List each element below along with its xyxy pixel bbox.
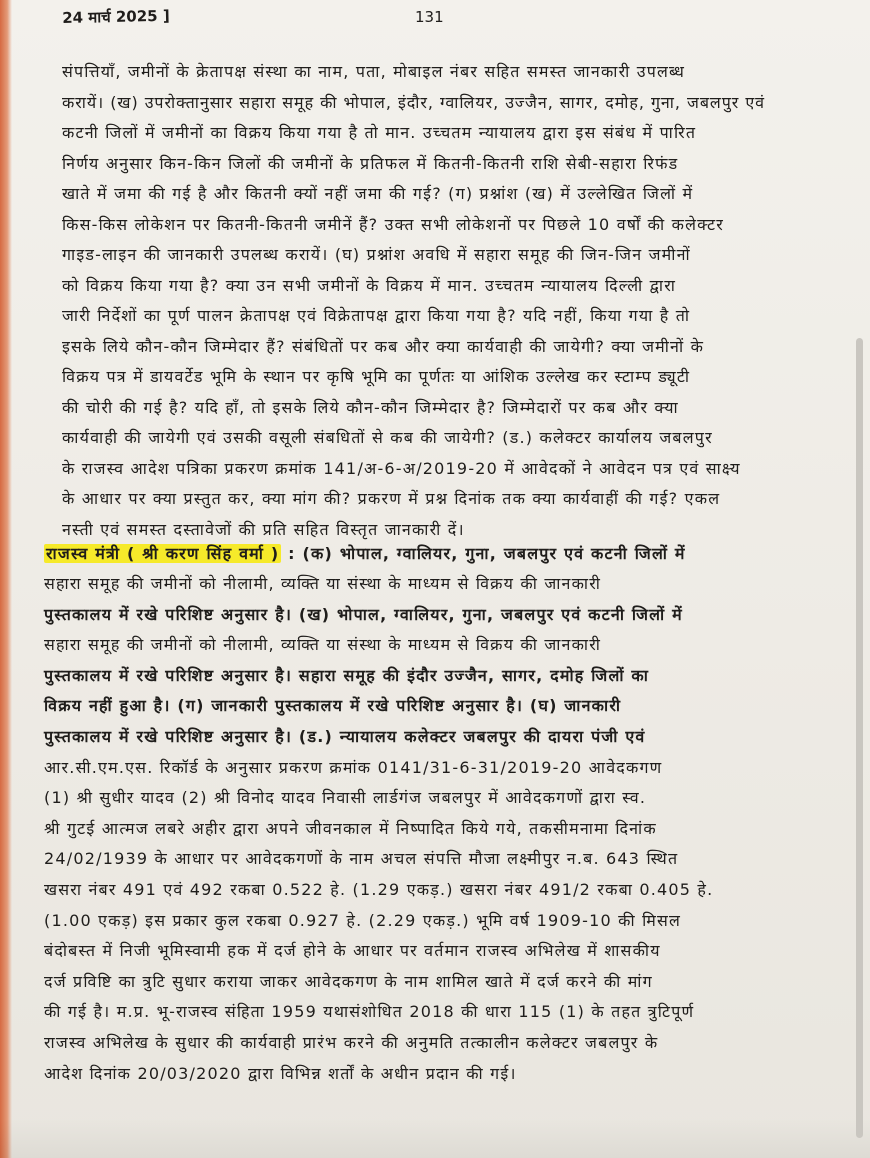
text-line: सहारा समूह की जमीनों को नीलामी, व्यक्ति या संस्था के माध्यम से विक्रय की जानकारी — [44, 574, 602, 593]
text-line: को विक्रय किया गया है? क्या उन सभी जमीनों के विक्रय में मान. उच्चतम न्यायालय दिल्ली द्वारा — [62, 275, 677, 295]
text-line: (1.00 एकड़) इस प्रकार कुल रकबा 0.927 हे. (2.29 एकड़.) भूमि वर्ष 1909-10 की मिसल — [44, 910, 682, 930]
text-line: कटनी जिलों में जमीनों का विक्रय किया गया है तो मान. उच्चतम न्यायालय द्वारा इस संबंध में पारित — [62, 123, 697, 142]
text-line: खसरा नंबर 491 एवं 492 रकबा 0.522 हे. (1.29 एकड़.) खसरा नंबर 491/2 रकबा 0.405 हे. — [44, 880, 714, 899]
text-line: पुस्तकालय में रखे परिशिष्ट अनुसार है। (ख) भोपाल, ग्वालियर, गुना, जबलपुर एवं कटनी जिलों में — [44, 604, 683, 624]
page-shadow — [0, 1118, 870, 1158]
text-line: 24/02/1939 के आधार पर आवेदकगणों के नाम अचल संपत्ति मौजा लक्ष्मीपुर न.ब. 643 स्थित — [44, 849, 679, 869]
text-line: (1) श्री सुधीर यादव (2) श्री विनोद यादव निवासी लार्डगंज जबलपुर में आवेदकगणों द्वारा स्व. — [44, 788, 647, 808]
page-number: 131 — [415, 8, 444, 26]
text-line: निर्णय अनुसार किन-किन जिलों की जमीनों के प्रतिफल में कितनी-कितनी राशि सेबी-सहारा रिफंड — [62, 153, 679, 173]
text-line: खाते में जमा की गई है और कितनी क्यों नहीं जमा की गई? (ग) प्रश्नांश (ख) में उल्लेखित जिलों में — [62, 184, 694, 203]
header-date: 24 मार्च 2025 ] — [62, 6, 170, 27]
text-line: इसके लिये कौन-कौन जिम्मेदार हैं? संबंधितों पर कब और क्या कार्यवाही की जायेगी? क्या जमीनों के — [62, 336, 705, 356]
text-line: कार्यवाही की जायेगी एवं उसकी वसूली संबधितों से कब की जायेगी? (ड.) कलेक्टर कार्यालय जबलपुर — [62, 428, 713, 447]
text-line: किस-किस लोकेशन पर कितनी-कितनी जमीनें हैं? उक्त सभी लोकेशनों पर पिछले 10 वर्षों की कलेक्टर — [62, 214, 725, 234]
page-binding-edge — [0, 0, 12, 1158]
text-line: राजस्व अभिलेख के सुधार की कार्यवाही प्रारंभ करने की अनुमति तत्कालीन कलेक्टर जबलपुर के — [44, 1033, 659, 1052]
text-line: नस्ती एवं समस्त दस्तावेजों की प्रति सहित विस्तृत जानकारी दें। — [62, 519, 465, 539]
text-line: आदेश दिनांक 20/03/2020 द्वारा विभिन्न शर्तों के अधीन प्रदान की गई। — [44, 1063, 517, 1083]
text-line: पुस्तकालय में रखे परिशिष्ट अनुसार है। सहारा समूह की इंदौर उज्जैन, सागर, दमोह जिलों का — [44, 665, 650, 685]
text-line: की गई है। म.प्र. भू-राजस्व संहिता 1959 यथासंशोधित 2018 की धारा 115 (1) के तहत त्रुटिपूर्ण — [44, 1002, 695, 1022]
text-line: श्री गुटई आत्मज लबरे अहीर द्वारा अपने जीवनकाल में निष्पादित किये गये, तकसीमनामा दिनांक — [44, 818, 657, 838]
text-line: के राजस्व आदेश पत्रिका प्रकरण क्रमांक 141/अ-6-अ/2019-20 में आवेदकों ने आवेदन पत्र एवं साक्ष्य — [62, 458, 741, 478]
text-line: विक्रय पत्र में डायवर्टेड भूमि के स्थान पर कृषि भूमि का पूर्णतः या आंशिक उल्लेख कर स्टाम्प ड्यूटी — [62, 367, 691, 386]
text-line: सहारा समूह की जमीनों को नीलामी, व्यक्ति या संस्था के माध्यम से विक्रय की जानकारी — [44, 635, 602, 655]
text-line: की चोरी की गई है? यदि हाँ, तो इसके लिये कौन-कौन जिम्मेदार है? जिम्मेदारों पर कब और क्या — [62, 397, 679, 417]
minister-name-highlight: राजस्व मंत्री ( श्री करण सिंह वर्मा ) — [46, 544, 280, 563]
text-line: आर.सी.एम.एस. रिकॉर्ड के अनुसार प्रकरण क्रमांक 0141/31-6-31/2019-20 आवेदकगण — [44, 757, 663, 777]
text-line: पुस्तकालय में रखे परिशिष्ट अनुसार है। (ड.) न्यायालय कलेक्टर जबलपुर की दायरा पंजी एवं — [44, 727, 646, 746]
text-line: के आधार पर क्या प्रस्तुत कर, क्या मांग की? प्रकरण में प्रश्न दिनांक तक क्या कार्यवाहीं की गई? एकल — [62, 489, 721, 508]
scrollbar-thumb[interactable] — [856, 338, 863, 1138]
answer-first-line — [44, 540, 686, 568]
text-line: दर्ज प्रविष्टि का त्रुटि सुधार कराया जाकर आवेदकगण के नाम शामिल खाते में दर्ज करने की मांग — [44, 971, 653, 991]
text-line: संपत्तियाँ, जमीनों के क्रेतापक्ष संस्था का नाम, पता, मोबाइल नंबर सहित समस्त जानकारी उपलब्ध — [62, 62, 686, 81]
text-line: गाइड-लाइन की जानकारी उपलब्ध करायें। (घ) प्रश्नांश अवधि में सहारा समूह की जिन-जिन जमीनों — [62, 245, 691, 264]
text-line: विक्रय नहीं हुआ है। (ग) जानकारी पुस्तकालय में रखे परिशिष्ट अनुसार है। (घ) जानकारी — [44, 696, 622, 716]
text-line: बंदोबस्त में निजी भूमिस्वामी हक में दर्ज होने के आधार पर वर्तमान राजस्व अभिलेख में शासकीय — [44, 941, 661, 961]
answer-first-line-rest: : (क) भोपाल, ग्वालियर, गुना, जबलपुर एवं कटनी जिलों में — [281, 544, 686, 563]
text-line: करायें। (ख) उपरोक्तानुसार सहारा समूह की भोपाल, इंदौर, ग्वालियर, उज्जैन, सागर, दमोह, गुना, जबलपुर एवं — [62, 92, 765, 112]
text-line: जारी निर्देशों का पूर्ण पालन क्रेतापक्ष एवं विक्रेतापक्ष द्वारा किया गया है? यदि नहीं, किया गया है तो — [62, 306, 691, 325]
